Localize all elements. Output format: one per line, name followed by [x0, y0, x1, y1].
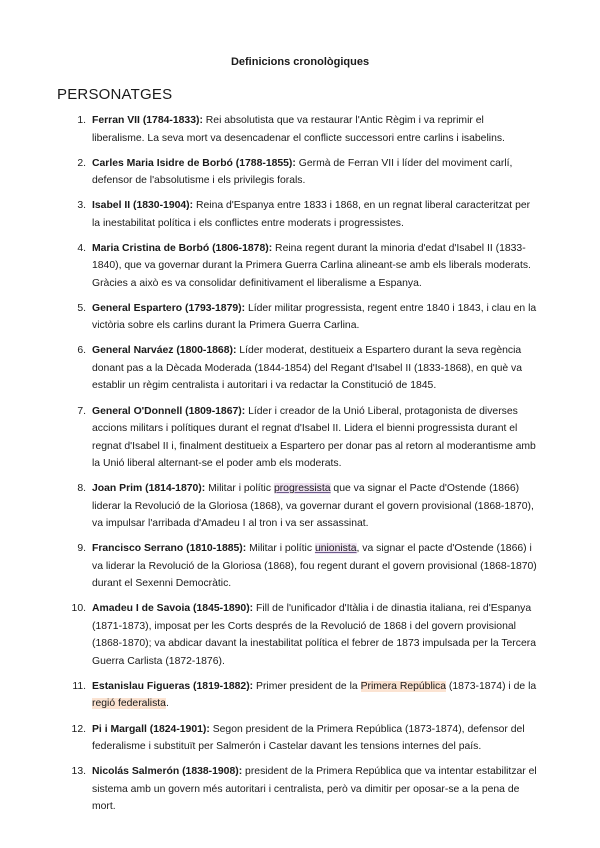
list-item: 2. Carles Maria Isidre de Borbó (1788-1855): Germà de Ferran VII i líder del moviment carlí, defensor de l'absolutisme i els privilegis forals. [0, 155, 539, 190]
list-item: 12. Pi i Margall (1824-1901): Segon president de la Primera República (1873-1874), defensor del federalisme i substituït per Salmerón i Castelar davant les tensions internes del país. [0, 721, 539, 756]
item-text: Militar i polític [205, 483, 274, 495]
item-name: Amadeu I de Savoia (1845-1890) [92, 603, 250, 615]
item-number: 8. [77, 483, 86, 495]
item-name: General Narváez (1800-1868) [92, 345, 233, 357]
item-text: , va signar el pacte d'Ostende (1866) i va liderar la Revolució de la Gloriosa (1868), fou regent durant el govern provisional (1868-1870) durant el Sexenni Democràtic. [92, 543, 537, 590]
item-text: Reina regent durant la minoria d'edat d'Isabel II (1833-1840), que va governar durant la Primera Guerra Carlina alineant-se amb els liberals moderats. Gràcies a això es va consolidar definitivament el liberalisme a Espanya. [92, 242, 531, 289]
item-number: 10. [71, 603, 86, 615]
item-name: Ferran VII (1784-1833) [92, 115, 200, 126]
item-text: Reina d'Espanya entre 1833 i 1868, en un regnat liberal caracteritzat per la inestabilitat política i els conflictes entre moderats i progressistes. [92, 200, 531, 229]
item-number: 9. [77, 543, 86, 555]
item-name: Nicolás Salmerón (1838-1908) [92, 766, 239, 778]
item-text: Rei absolutista que va restaurar l'Antic Règim i va reprimir el liberalisme. La seva mort va desencadenar el conflicte successori entre carlins i isabelins. [92, 115, 505, 144]
list-item: 13. Nicolás Salmerón (1838-1908): president de la Primera República que va intentar estabilitzar el sistema amb un govern més autoritari i centralista, però va dimitir per oposar-se a la pena de mort. [0, 763, 539, 816]
list-item: 6. General Narváez (1800-1868): Líder moderat, destitueix a Espartero durant la seva regència donant pas a la Dècada Moderada (1844-1854) del Regant d'Isabel II (1833-1868), en què va establir un règim centralista i autoritari i va redactar la Constitució de 1845. [0, 342, 539, 395]
item-text: Militar i polític [246, 543, 315, 555]
item-text: que va signar el Pacte d'Ostende (1866) liderar la Revolució de la Gloriosa (1868), va governar durant el govern provisional (1868-1870), va impulsar l'arribada d'Amadeu I al tron i va ser assassinat. [92, 483, 534, 530]
item-name: General Espartero (1793-1879) [92, 302, 242, 314]
list-item: 4. Maria Cristina de Borbó (1806-1878): Reina regent durant la minoria d'edat d'Isabel II (1833-1840), que va governar durant la Primera Guerra Carlina alineant-se amb els liberals moderats. Gràcies a això es va consolidar definitivament el liberalisme a Espanya. [0, 240, 539, 293]
item-name: Isabel II (1830-1904) [92, 200, 190, 212]
list-item: 10. Amadeu I de Savoia (1845-1890): Fill de l'unificador d'Itàlia i de dinastia italiana, rei d'Espanya (1871-1873), imposat per les Corts després de la Revolució de 1868 i del govern provisional (1868-1870); va abdicar davant la inestabilitat política el febrer de 1873 impulsada per la Tercera Guerra Carlista (1872-1876). [0, 600, 539, 670]
item-number: 13. [71, 766, 86, 778]
item-number: 12. [71, 723, 86, 735]
item-number: 5. [77, 302, 86, 314]
item-number: 4. [77, 242, 86, 254]
item-text: Líder moderat, destitueix a Espartero durant la seva regència donant pas a la Dècada Moderada (1844-1854) del Regant d'Isabel II (1833-1868), en què va establir un règim centralista i autoritari i va redactar la Constitució de 1845. [92, 345, 523, 392]
section-heading: PERSONATGES [57, 86, 173, 103]
item-text: Primer president de la [253, 680, 361, 692]
item-number: 7. [77, 405, 86, 417]
highlighted-term: progressista [273, 483, 331, 495]
document-title: Definicions cronològiques [230, 56, 370, 68]
list-item: 1. Ferran VII (1784-1833): Rei absolutista que va restaurar l'Antic Règim i va reprimir el liberalisme. La seva mort va desencadenar el conflicte successori entre carlins i isabelins. [0, 112, 539, 147]
item-name: Estanislau Figueras (1819-1882) [92, 680, 250, 692]
characters-list [0, 112, 600, 823]
list-item: 11. Estanislau Figueras (1819-1882): Primer president de la Primera República (1873-1874) i de la regió federalista. [0, 678, 539, 713]
list-item: 8. Joan Prim (1814-1870): Militar i polític progressista que va signar el Pacte d'Ostende (1866) liderar la Revolució de la Gloriosa (1868), va governar durant el govern provisional (1868-1870), va impulsar l'arribada d'Amadeu I al tron i va ser assassinat. [0, 480, 539, 533]
item-number: 2. [77, 157, 86, 169]
item-name: Joan Prim (1814-1870) [92, 483, 202, 495]
item-number: 1. [77, 115, 86, 126]
item-name: Pi i Margall (1824-1901) [92, 723, 207, 735]
item-name: General O'Donnell (1809-1867) [92, 405, 242, 417]
list-item: 7. General O'Donnell (1809-1867): Líder i creador de la Unió Liberal, protagonista de diverses accions militars i polítiques durant el regnat d'Isabel II. Lidera el bienni progressista durant el regnat d'Isabel II i, finalment destitueix a Espartero per donar pas al retorn al moderantisme amb la Unió liberal alternant-se el poder amb els moderats. [0, 403, 539, 473]
item-text: Germà de Ferran VII i líder del moviment carlí, defensor de l'absolutisme i els privilegis forals. [92, 157, 513, 187]
item-text: Fill de l'unificador d'Itàlia i de dinastia italiana, rei d'Espanya (1871-1873), imposat per les Corts després de la Revolució de 1868 i del govern provisional (1868-1870); va abdicar davant la inestabilitat política el febrer de 1873 impulsada per la Tercera Guerra Carlista (1872-1876). [92, 603, 536, 667]
list-item: 5. General Espartero (1793-1879): Líder militar progressista, regent entre 1840 i 1843, i clau en la victòria sobre els carlins durant la Primera Guerra Carlina. [0, 300, 539, 335]
highlighted-term: unionista [314, 543, 357, 555]
list-item: 9. Francisco Serrano (1810-1885): Militar i polític unionista, va signar el pacte d'Ostende (1866) i va liderar la Revolució de la Gloriosa (1868), fou regent durant el govern provisional (1868-1870) durant el Sexenni Democràtic. [0, 540, 539, 593]
item-name: Francisco Serrano (1810-1885) [92, 543, 243, 555]
item-name: Carles Maria Isidre de Borbó (1788-1855) [92, 157, 293, 169]
item-text: . [165, 698, 169, 710]
item-name: Maria Cristina de Borbó (1806-1878) [92, 242, 269, 254]
item-number: 6. [77, 345, 86, 357]
item-text: Líder militar progressista, regent entre 1840 i 1843, i clau en la victòria sobre els carlins durant la Primera Guerra Carlina. [92, 302, 537, 332]
item-text: Líder i creador de la Unió Liberal, protagonista de diverses accions militars i polítiques durant el regnat d'Isabel II. Lidera el bienni progressista durant el regnat d'Isabel II i, finalment destitueix a Espartero per donar pas al retorn al moderantisme amb la Unió liberal alternant-se el poder amb els moderats. [92, 405, 536, 470]
list-item: 3. Isabel II (1830-1904): Reina d'Espanya entre 1833 i 1868, en un regnat liberal caracteritzat per la inestabilitat política i els conflictes entre moderats i progressistes. [0, 197, 539, 232]
item-text: president de la Primera República que va intentar estabilitzar el sistema amb un govern més autoritari i centralista, però va dimitir per oposar-se a la pena de mort. [92, 766, 537, 813]
highlighted-term: regió federalista [92, 698, 166, 710]
item-number: 11. [72, 680, 86, 692]
highlighted-term: Primera República [360, 680, 447, 692]
item-number: 3. [77, 200, 86, 212]
item-text: (1873-1874) i de la [446, 680, 537, 692]
item-text: Segon president de la Primera República (1873-1874), defensor del federalisme i substituït per Salmerón i Castelar davant les tensions internes del país. [92, 723, 525, 753]
